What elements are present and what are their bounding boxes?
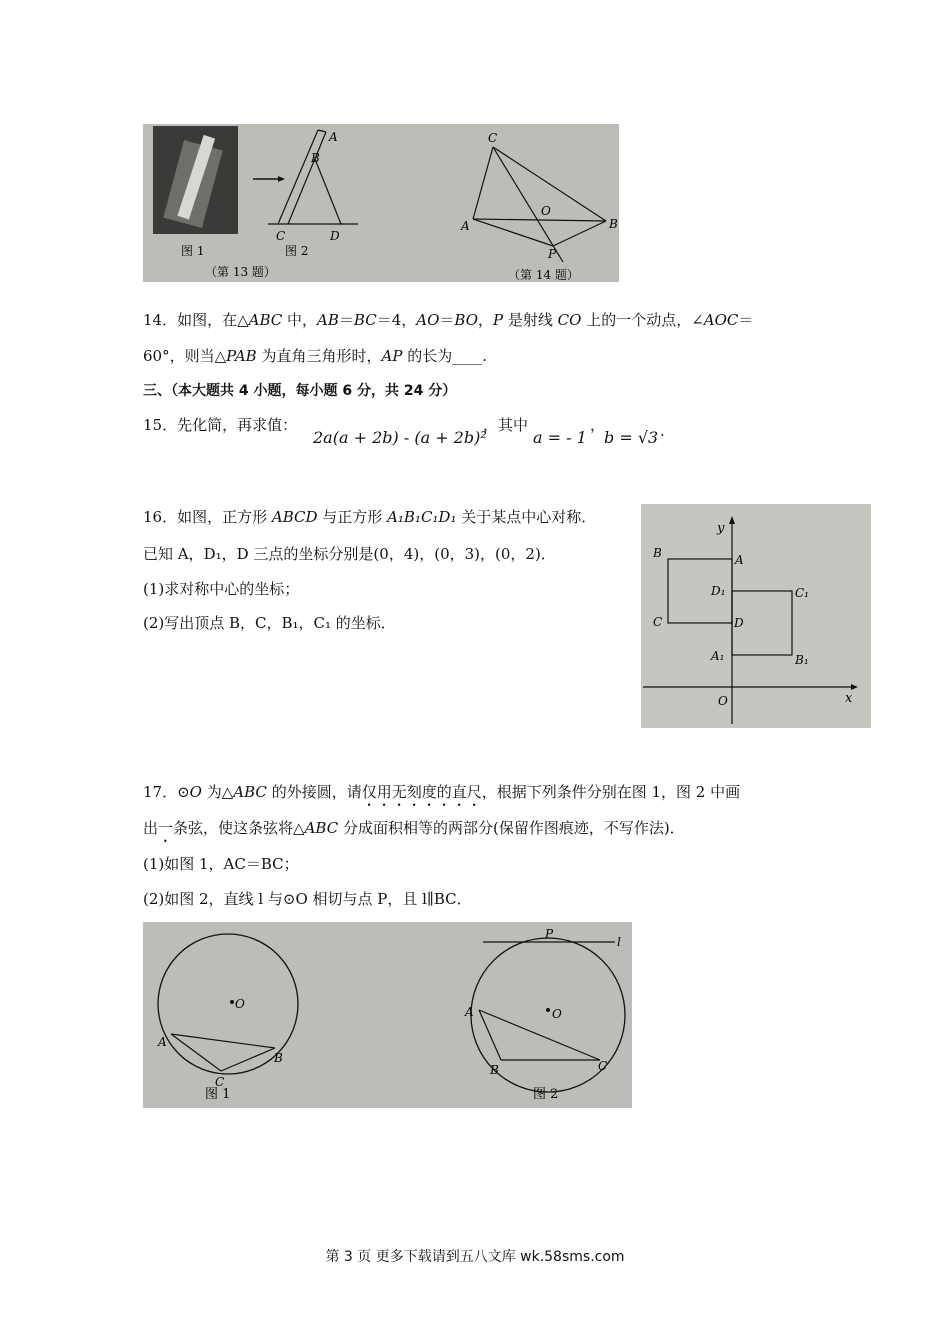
graph-label-C1: C₁ [795,586,809,600]
q14-var: BO [454,311,479,329]
q16-var: A₁B₁C₁D₁ [387,508,457,526]
fig13-label: （第 13 题） [205,265,276,279]
q16-text: 关于某点中心对称． [456,508,597,526]
fig1-label-A: A [158,1035,167,1049]
q15-end: . [660,422,665,440]
q14-text: ＝4， [376,311,417,329]
fig1-label-B: B [274,1051,283,1065]
fig14-label: （第 14 题） [508,268,579,282]
q14-var: AB [317,311,339,329]
graph-label-B: B [653,546,662,560]
figure-13-14-drawing [143,124,619,282]
fig2-label-B: B [490,1063,499,1077]
q16-number: 16． [143,508,178,526]
q15-sep: ， [590,416,606,434]
q14-text: ＝ [439,311,455,329]
q14-line1 [143,309,753,331]
q15-expr: 2a(a + 2b) - (a + 2b)² [313,428,487,447]
section-3-title: 三、（本大题共 4 小题，每小题 6 分，共 24 分） [143,383,457,399]
q14-text: 上的一个动点，∠ [581,311,704,329]
q15 [143,414,297,436]
fig14-label-P: P [548,247,557,261]
q16-text: 与正方形 [317,508,388,526]
q14-var: PAB [226,347,257,365]
q14-text: 是射线 [503,311,558,329]
q15-b-value: b = √3 [604,428,659,447]
q14-text: ， [478,311,494,329]
q16-graph-drawing [641,504,871,728]
q17-number: 17． [143,783,178,801]
figure-13-14 [143,124,619,282]
q15-a-value: a = - 1 [533,428,587,447]
q17-part2: (2)如图 2，直线 l 与⊙O 相切与点 P，且 l∥BC． [143,890,472,908]
q17-text: 出 [143,819,159,837]
q16-part1: (1)求对称中心的坐标； [143,580,300,598]
q17-text: 分成面积相等的两部分(保留作图痕迹，不写作法)． [338,819,685,837]
q16-graph [641,504,871,728]
q17-var: O [189,783,202,801]
q17-text: ⊙ [177,783,190,801]
q17-emphasis: 仅用无刻度的直尺 [361,783,482,801]
q14-var: AP [381,347,403,365]
fig2-caption: 图 2 [533,1087,559,1102]
q17-text: 条弦，使这条弦将△ [173,819,305,837]
fig14-label-B: B [609,217,618,231]
fig14-label-C: C [488,131,498,145]
q14-text: ＝ [738,311,754,329]
fig13-caption1: 图 1 [181,244,205,258]
fig13-label-B: B [311,151,320,165]
fig13-caption2: 图 2 [285,244,309,258]
q17-emphasis: 一 [158,819,174,837]
fig2-label-O: O [552,1007,562,1021]
q16-var: ABCD [271,508,318,526]
graph-label-D: D [734,616,744,630]
q17-text: 的外接圆，请 [266,783,362,801]
q14-var: CO [557,311,582,329]
fig13-label-D: D [330,229,340,243]
q17-part1: (1)如图 1，AC＝BC； [143,855,299,873]
q17-var: ABC [304,819,339,837]
q16-text: 如图，正方形 [177,508,272,526]
fig2-label-l: l [617,935,621,949]
fig1-label-O: O [235,997,245,1011]
fig14-label-A: A [461,219,470,233]
q16-line1 [143,506,596,528]
fig13-label-A: A [329,130,338,144]
q14-line2 [143,345,487,367]
q14-answer-blank[interactable]: ____ [452,347,483,365]
graph-label-x: x [845,691,853,706]
graph-label-C: C [653,615,663,629]
q14-text: . [482,347,487,365]
graph-label-y: y [717,521,725,536]
q14-text: 的长为 [402,347,453,365]
q17-text: ，根据下列条件分别在图 1，图 2 中画 [481,783,741,801]
q17-line2 [143,817,685,846]
q14-text: 60°，则当△ [143,347,227,365]
q16-part2: (2)写出顶点 B，C，B₁，C₁ 的坐标． [143,614,396,632]
graph-label-B1: B₁ [795,653,809,667]
q14-text: 如图，在△ [177,311,249,329]
graph-label-A1: A₁ [711,649,725,663]
q14-var: P [493,311,504,329]
q17-figure-drawing [143,922,632,1108]
graph-label-O: O [718,694,728,708]
q14-var: AOC [703,311,739,329]
q17-line1 [143,781,740,810]
fig2-label-P: P [545,927,554,941]
fig2-label-C: C [598,1059,608,1073]
q14-var: AO [416,311,440,329]
fig1-caption: 图 1 [205,1087,231,1102]
page-footer: 第 3 页 更多下载请到五八文库 wk.58sms.com [325,1249,625,1265]
q17-var: ABC [233,783,267,801]
q16-line2: 已知 A，D₁，D 三点的坐标分别是(0，4)，(0，3)，(0，2)． [143,545,556,563]
q17-figure [143,922,632,1108]
graph-label-D1: D₁ [711,584,726,598]
graph-label-A: A [735,553,744,567]
q15-text: 先化简，再求值： [177,416,298,434]
q15-mid: ，其中 [483,416,529,434]
q15-number: 15． [143,416,178,434]
fig1-label-C: C [215,1075,225,1089]
fig14-label-O: O [541,204,551,218]
q17-text: 为△ [201,783,234,801]
fig2-label-A: A [465,1005,474,1019]
q14-text: 为直角三角形时， [256,347,382,365]
q14-var: BC [353,311,377,329]
q14-text: 中， [282,311,318,329]
fig13-label-C: C [276,229,286,243]
q14-var: ABC [248,311,283,329]
q14-number: 14． [143,311,178,329]
q14-text: ＝ [338,311,354,329]
